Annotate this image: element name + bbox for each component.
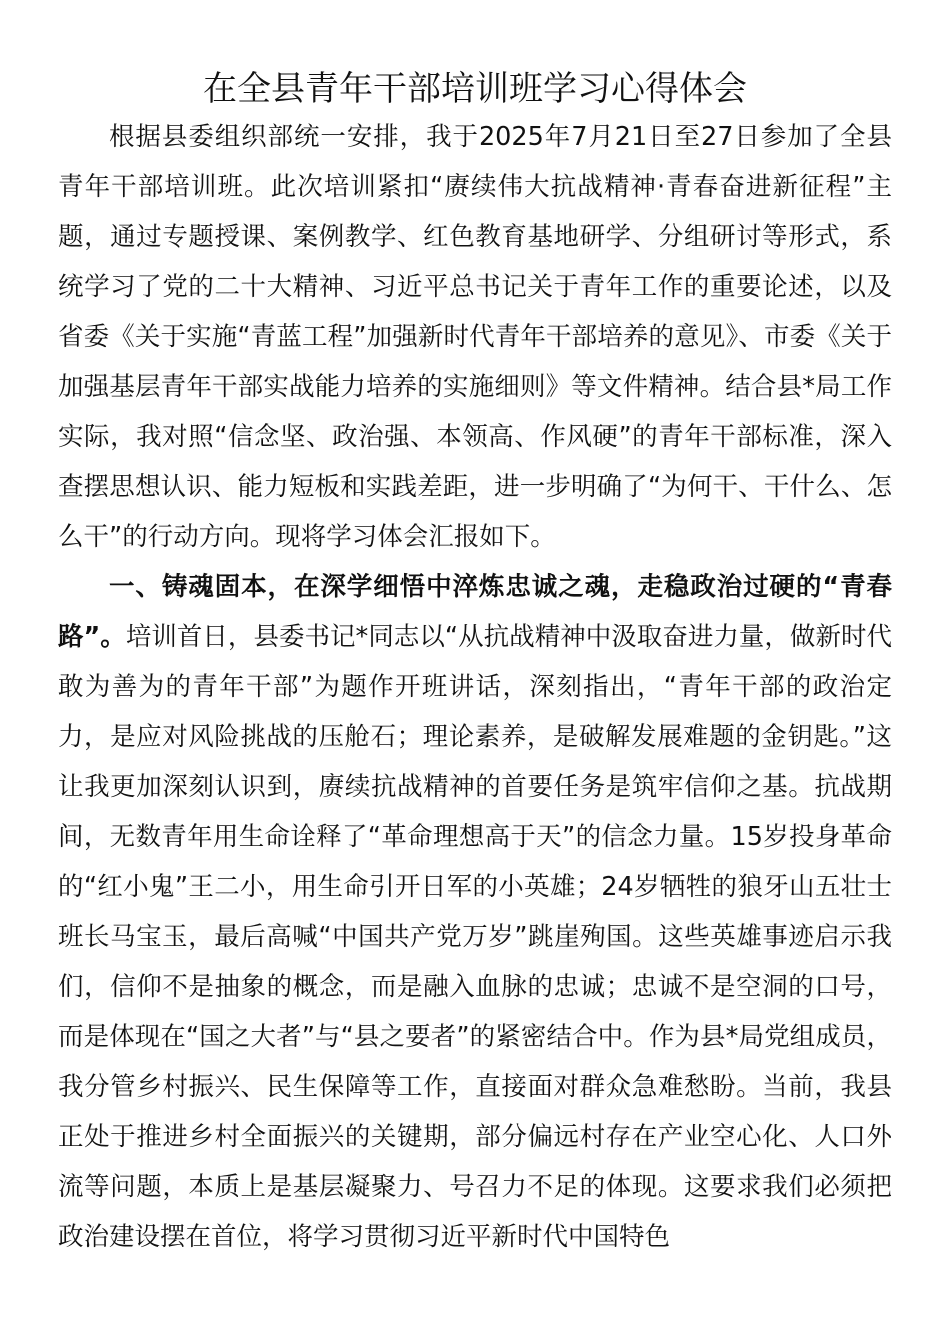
document-body (58, 112, 892, 1262)
paragraph-section-one (58, 562, 892, 1262)
document-title: 在全县青年干部培训班学习心得体会 (203, 69, 747, 109)
paragraph-intro-text: 根据县委组织部统一安排，我于2025年7月21日至27日参加了全县青年干部培训班。此次培训紧扣“赓续伟大抗战精神·青春奋进新征程”主题，通过专题授课、案例教学、红色教育基地研学、分组研讨等形式，系统学习了党的二十大精神、习近平总书记关于青年工作的重要论述，以及省委《关于实施“青蓝工程”加强新时代青年干部培养的意见》、市委《关于加强基层青年干部实战能力培养的实施细则》等文件精神。结合县*局工作实际，我对照“信念坚、政治强、本领高、作风硬”的青年干部标准，深入查摆思想认识、能力短板和实践差距，进一步明确了“为何干、干什么、怎么干”的行动方向。现将学习体会汇报如下。 (58, 122, 892, 552)
paragraph-section-one-text: 培训首日，县委书记*同志以“从抗战精神中汲取奋进力量，做新时代敢为善为的青年干部”为题作开班讲话，深刻指出，“青年干部的政治定力，是应对风险挑战的压舱石；理论素养，是破解发展难题的金钥匙。”这让我更加深刻认识到，赓续抗战精神的首要任务是筑牢信仰之基。抗战期间，无数青年用生命诠释了“革命理想高于天”的信念力量。15岁投身革命的“红小鬼”王二小，用生命引开日军的小英雄；24岁牺牲的狼牙山五壮士班长马宝玉，最后高喊“中国共产党万岁”跳崖殉国。这些英雄事迹启示我们，信仰不是抽象的概念，而是融入血脉的忠诚；忠诚不是空洞的口号，而是体现在“国之大者”与“县之要者”的紧密结合中。作为县*局党组成员，我分管乡村振兴、民生保障等工作，直接面对群众急难愁盼。当前，我县正处于推进乡村全面振兴的关键期，部分偏远村存在产业空心化、人口外流等问题，本质上是基层凝聚力、号召力不足的体现。这要求我们必须把政治建设摆在首位，将学习贯彻习近平新时代中国特色 (58, 622, 893, 1252)
paragraph-intro (58, 112, 892, 562)
section-one-heading: 一、铸魂固本，在深学细悟中淬炼忠诚之魂，走稳政治过硬的“青春路”。 (58, 572, 892, 652)
